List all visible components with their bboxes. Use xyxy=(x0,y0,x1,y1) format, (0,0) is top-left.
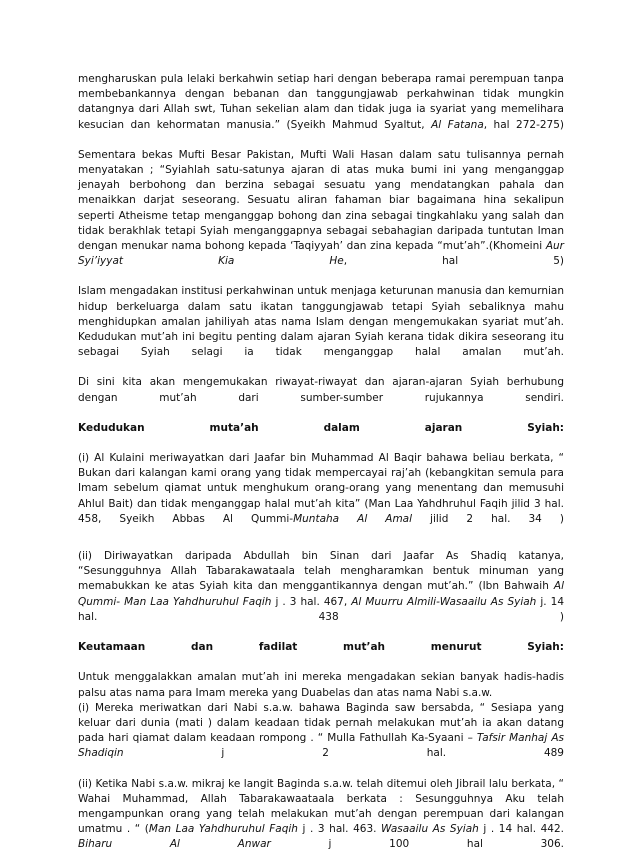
citation-pages: j. 14 hal. 438 ) xyxy=(78,595,564,623)
paragraph-4-text: Di sini kita akan mengemukakan riwayat-riwayat dan ajaran-ajaran Syiah berhubung dengan mut’ah dari sumber-sumber rujukannya sendiri. xyxy=(78,376,564,404)
citation-pages: , hal 272-275) xyxy=(483,118,564,131)
section-heading-kedudukan xyxy=(78,421,564,436)
paragraph-8 xyxy=(78,701,564,762)
section-heading-keutamaan xyxy=(78,640,564,655)
paragraph-9-text: (ii) Ketika Nabi s.a.w. mikraj ke langit Baginda s.a.w. telah ditemui oleh Jibrail lalu berkata, “ Wahai Muhammad, Allah Tabarakawaataala berkata : Sesungguhnya Aku telah mengampunkan orang yang telah melakukan mut’ah dengan perempuan dari kalangan umatmu . “ ( xyxy=(78,777,564,836)
paragraph-7 xyxy=(78,670,564,700)
citation-pages: j . 3 hal. 463. xyxy=(297,823,382,836)
paragraph-8-text: (i) Mereka meriwatkan dari Nabi s.a.w. bahawa Baginda saw bersabda, “ Sesiapa yang keluar dari dunia (mati ) dalam keadaan tidak pernah melakukan mut’ah ia akan datang pada hari qiamat dalam keadaan rompong . “ Mulla Fathullah Ka-Syaani – xyxy=(78,701,564,745)
citation-title: Biharu Al Anwar xyxy=(78,838,271,851)
paragraph-7-text: Untuk menggalakkan amalan mut’ah ini mereka mengadakan sekian banyak hadis-hadis palsu atas nama para Imam mereka yang Duabelas dan atas nama Nabi s.a.w. xyxy=(78,671,564,699)
citation-pages: , hal 5) xyxy=(343,255,564,268)
heading-text: Kedudukan muta’ah dalam ajaran Syiah: xyxy=(78,421,564,434)
citation-title: Al Muurru Almili-Wasaailu As Syiah xyxy=(351,595,537,608)
paragraph-6 xyxy=(78,549,564,625)
paragraph-6-text: (ii) Diriwayatkan daripada Abdullah bin Sinan dari Jaafar As Shadiq katanya, “Sesungguhnya Allah Tabarakawataala telah mengharamkan bentuk minuman yang memabukkan ke atas Syiah kita dan menggantikannya dengan mut’ah.” (Ibn Bahwaih xyxy=(78,550,564,593)
citation-title: Wasaailu As Syiah xyxy=(381,823,479,836)
citation-title: Aur Syi’iyyat Kia He xyxy=(78,240,564,268)
citation-pages: j 2 hal. 489 xyxy=(123,747,564,760)
citation-title: Al Fatana xyxy=(431,118,484,131)
paragraph-2-text: Sementara bekas Mufti Besar Pakistan, Mufti Wali Hasan dalam satu tulisannya pernah menyatakan ; “Syiahlah satu-satunya ajaran di atas muka bumi ini yang menganggap jenayah berbohong dan berzina sebagai sesuatu yang mendatangkan pahala dan menaikkan darjat seseorang. Sesuatu aliran fahaman biar bagaimana hina sekalipun seperti Atheisme tetap menganggap bohong dan zina sebagai tingkahlaku yang salah dan tidak berakhlak tetapi Syiah menganggapnya sebagai sebahagian daripada tuntutan Iman dengan menukar nama bohong kepada ‘Taqiyyah’ dan zina kepada “mut’ah”.(Khomeini xyxy=(78,148,564,253)
paragraph-3-text: Islam mengadakan institusi perkahwinan untuk menjaga keturunan manusia dan kemurnian hidup berkeluarga dalam satu ikatan tanggungjawab tetapi Syiah sebaliknya mahu menghidupkan amalan jahiliyah atas nama Islam dengan mengemukakan syariat mut’ah. Kedudukan mut’ah ini begitu penting dalam ajaran Syiah kerana tidak dikira seseorang itu sebagai Syiah selagi ia tidak menganggap halal amalan mut’ah. xyxy=(78,285,564,359)
paragraph-5-text: (i) Al Kulaini meriwayatkan dari Jaafar bin Muhammad Al Baqir bahawa beliau berkata, “ Bukan dari kalangan kami orang yang tidak mempercayai raj’ah (kebangkitan semula para Imam sebelum qiamat untuk menghukum orang-orang yang menentang dan memusuhi Ahlul Bait) dan tidak menganggap halal mut’ah kita” (Man Laa Yahdhruhul Faqih jilid 3 hal. 458, Syeikh Abbas Al Qummi- xyxy=(78,452,564,525)
heading-text: Keutamaan dan fadilat mut’ah menurut Syiah: xyxy=(78,641,564,654)
citation-pages: j . 3 hal. 467, xyxy=(271,595,352,608)
paragraph-3 xyxy=(78,284,564,360)
paragraph-5 xyxy=(78,451,564,527)
citation-title: Man Laa Yahdhuruhul Faqih xyxy=(148,823,298,836)
citation-pages: jilid 2 hal. 34 ) xyxy=(412,512,564,525)
citation-title: Al Qummi- Man Laa Yahdhuruhul Faqih xyxy=(78,580,564,608)
citation-pages: j 100 hal 306. xyxy=(270,838,564,851)
paragraph-1-text: mengharuskan pula lelaki berkahwin setiap hari dengan beberapa ramai perempuan tanpa membebankannya dengan bebanan dan tanggungjawab perkahwinan tidak mungkin datangnya dari Allah swt, Tuhan sekelian alam dan tidak juga ia syariat yang memelihara kesucian dan kehormatan manusia.” (Syeikh Mahmud Syaltut, xyxy=(78,73,564,131)
document-page xyxy=(78,72,564,868)
citation-pages: j . 14 hal. 442. xyxy=(478,823,564,836)
paragraph-4 xyxy=(78,375,564,405)
citation-title: Muntaha Al Amal xyxy=(293,512,413,525)
paragraph-2 xyxy=(78,148,564,270)
citation-title: Tafsir Manhaj As Shadiqin xyxy=(78,732,564,760)
paragraph-9 xyxy=(78,777,564,853)
paragraph-1 xyxy=(78,72,564,133)
